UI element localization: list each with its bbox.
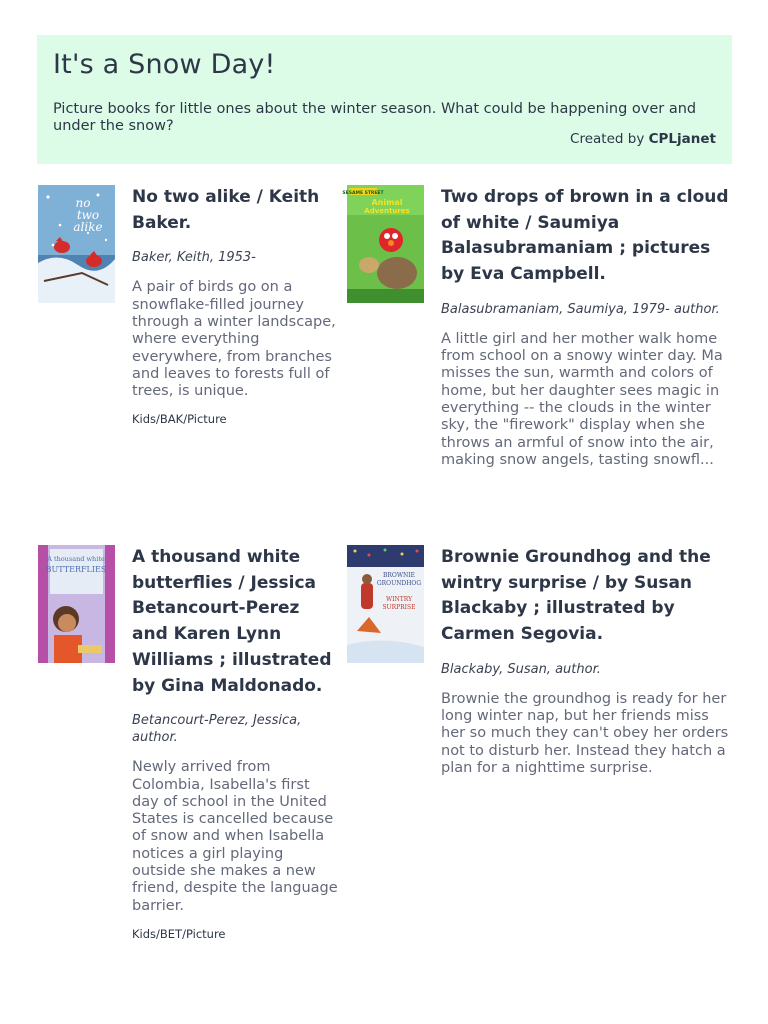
svg-text:SESAME STREET: SESAME STREET: [342, 191, 384, 196]
book-cover-image[interactable]: [38, 545, 115, 663]
book-call-number: Kids/BET/Picture: [132, 926, 226, 941]
svg-text:BUTTERFLIES: BUTTERFLIES: [45, 565, 107, 574]
list-description: Picture books for little ones about the winter season. What could be happening over and under the snow?: [53, 101, 697, 134]
created-by-prefix: Created by: [570, 131, 645, 147]
book-summary: Newly arrived from Colombia, Isabella's first day of school in the United States is cancelled because of snow and when Isabella notices a girl playing outside she makes a new friend, despite the language barrier.: [132, 759, 338, 914]
svg-text:SURPRISE: SURPRISE: [382, 604, 416, 611]
book-cover-image[interactable]: [342, 185, 424, 303]
svg-text:BROWNIE: BROWNIE: [382, 572, 416, 579]
book-call-number: Kids/BAK/Picture: [132, 412, 227, 427]
book-title[interactable]: Two drops of brown in a cloud of white / Saumiya Balasubramaniam ; pictures by Eva Campbell.: [441, 187, 729, 285]
svg-text:alike: alike: [73, 220, 103, 234]
created-by: [570, 131, 716, 147]
creator-link[interactable]: CPLjanet: [648, 131, 716, 147]
book-author: Blackaby, Susan, author.: [441, 661, 601, 677]
book-cover-image[interactable]: [38, 185, 115, 303]
book-info: [441, 185, 731, 469]
svg-text:Animal: Animal: [371, 198, 403, 207]
book-author: Baker, Keith, 1953-: [132, 250, 256, 266]
book-summary: A little girl and her mother walk home from school on a snowy winter day. Ma misses the sun, warmth and colors of home, but her daughter sees magic in everything -- the clouds in the winter sky, the "firework" display when she throws an armful of snow into the air, making snow angels, tasting snowfl...: [441, 330, 723, 468]
svg-text:GROUNDHOG: GROUNDHOG: [376, 580, 422, 587]
svg-text:no: no: [75, 196, 91, 210]
book-author: Betancourt-Perez, Jessica, author.: [132, 713, 302, 746]
book-title[interactable]: No two alike / Keith Baker.: [132, 187, 320, 233]
book-title[interactable]: Brownie Groundhog and the wintry surprise / by Susan Blackaby ; illustrated by Carmen Segovia.: [441, 547, 711, 645]
book-title[interactable]: A thousand white butterflies / Jessica Betancourt-Perez and Karen Lynn Williams ; illustrated by Gina Maldonado.: [132, 547, 332, 696]
list-header: [37, 35, 732, 164]
book-summary: Brownie the groundhog is ready for her long winter nap, but her friends miss her so much they can't obey her orders not to disturb her. Instead they hatch a plan for a nighttime surprise.: [441, 690, 729, 776]
book-info: [132, 185, 340, 426]
book-info: [132, 545, 340, 941]
book-author: Balasubramaniam, Saumiya, 1979- author.: [441, 301, 720, 317]
svg-text:WINTRY: WINTRY: [385, 596, 413, 603]
book-info: [441, 545, 731, 777]
list-title: It's a Snow Day!: [53, 49, 276, 80]
book-cover-image[interactable]: [347, 545, 424, 663]
svg-text:A thousand white: A thousand white: [47, 555, 105, 563]
book-summary: A pair of birds go on a snowflake-filled journey through a winter landscape, where everything everywhere, from branches and leaves to forests full of trees, is unique.: [132, 279, 336, 400]
svg-text:Adventures: Adventures: [364, 207, 410, 215]
svg-text:two: two: [76, 208, 100, 222]
